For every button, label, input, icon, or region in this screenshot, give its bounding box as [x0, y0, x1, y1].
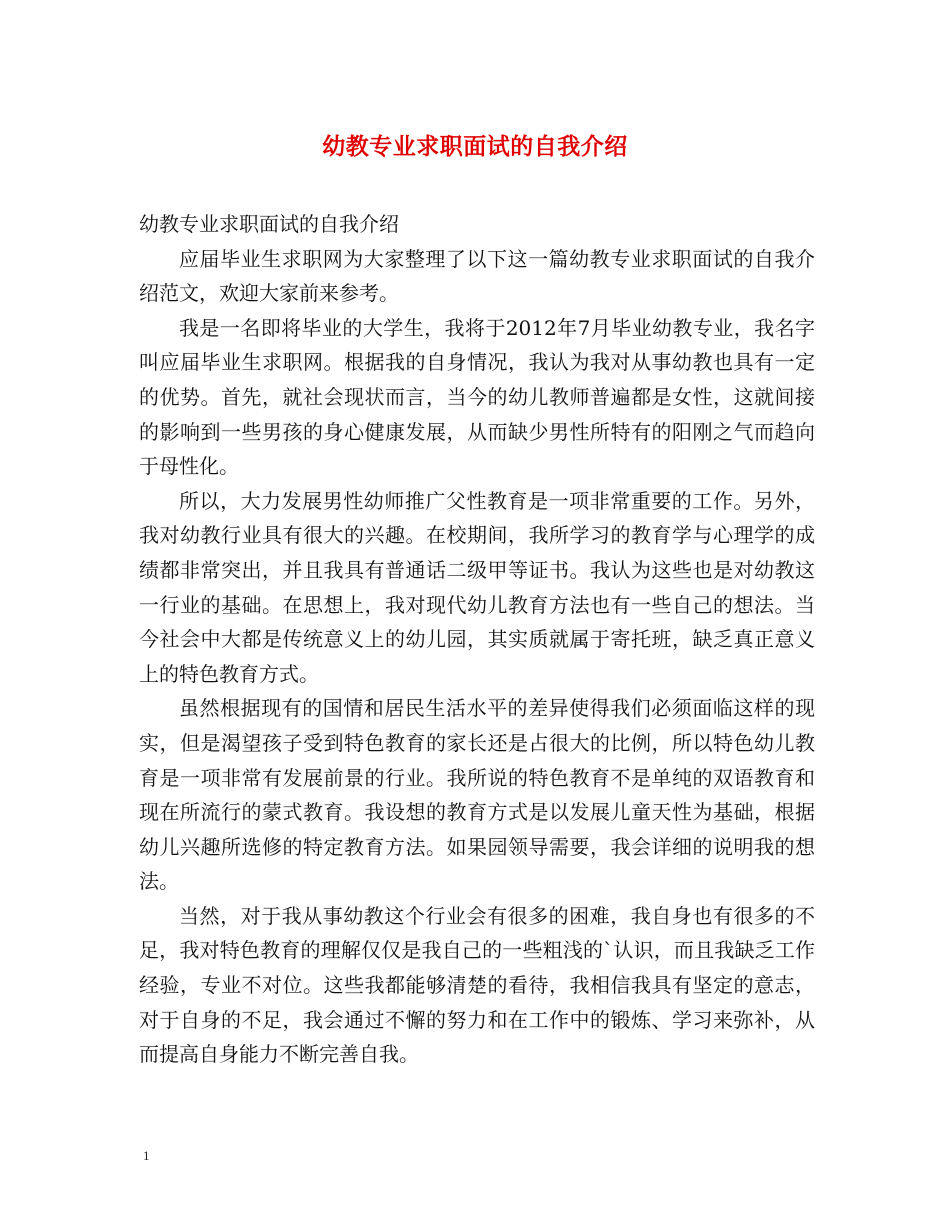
page-number: 1	[143, 1148, 150, 1163]
document-title: 幼教专业求职面试的自我介绍	[322, 133, 628, 160]
paragraph-conclusion: 当然，对于我从事幼教这个行业会有很多的困难，我自身也有很多的不足，我对特色教育的理解仅仅是我自己的一些粗浅的`认识，而且我缺乏工作经验，专业不对位。这些我都能够清楚的看待，我相信我具有坚定的意志，对于自身的不足，我会通过不懈的努力和在工作中的锻炼、学习来弥补，从而提高自身能力不断完善自我。	[139, 903, 815, 1067]
paragraph-interest: 所以，大力发展男性幼师推广父性教育是一项非常重要的工作。另外，我对幼教行业具有很大的兴趣。在校期间，我所学习的教育学与心理学的成绩都非常突出，并且我具有普通话二级甲等证书。我认为这些也是对幼教这一行业的基础。在思想上，我对现代幼儿教育方法也有一些自己的想法。当今社会中大都是传统意义上的幼儿园，其实质就属于寄托班，缺乏真正意义上的特色教育方式。	[139, 488, 815, 686]
document-subtitle: 幼教专业求职面试的自我介绍	[139, 212, 399, 236]
paragraph-background: 我是一名即将毕业的大学生，我将于2012年7月毕业幼教专业，我名字叫应届毕业生求职网。根据我的自身情况，我认为我对从事幼教也具有一定的优势。首先，就社会现状而言，当今的幼儿教师普遍都是女性，这就间接的影响到一些男孩的身心健康发展，从而缺少男性所特有的阳刚之气而趋向于母性化。	[139, 315, 815, 479]
paragraph-vision: 虽然根据现有的国情和居民生活水平的差异使得我们必须面临这样的现实，但是渴望孩子受到特色教育的家长还是占很大的比例，所以特色幼儿教育是一项非常有发展前景的行业。我所说的特色教育不是单纯的双语教育和现在所流行的蒙式教育。我设想的教育方式是以发展儿童天性为基础，根据幼儿兴趣所选修的特定教育方法。如果园领导需要，我会详细的说明我的想法。	[139, 696, 815, 894]
document-body	[139, 207, 815, 1072]
paragraph-intro: 应届毕业生求职网为大家整理了以下这一篇幼教专业求职面试的自我介绍范文，欢迎大家前来参考。	[139, 246, 815, 306]
